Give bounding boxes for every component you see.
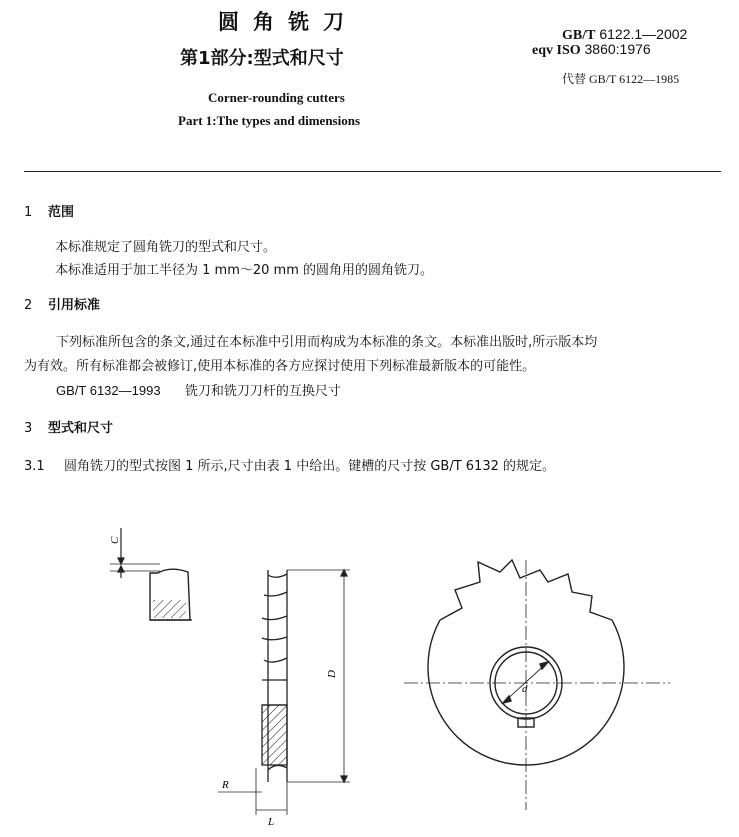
clause-3-1-number: 3.1 [24, 459, 45, 474]
page-title: 圆角铣刀 [218, 10, 358, 34]
scope-line-1: 本标准规定了圆角铣刀的型式和尺寸。 [55, 240, 277, 255]
references-paragraph-line-2: 为有效。所有标准都会被修订,使用本标准的各方应探讨使用下列标准最新版本的可能性。 [24, 359, 536, 374]
reference-entry [56, 380, 341, 399]
section-3-title: 型式和尺寸 [48, 421, 114, 436]
label-d-bore: d [522, 683, 528, 695]
section-3-number: 3 [24, 421, 33, 436]
detail-view-chamfer [110, 528, 192, 620]
standard-equivalent [532, 41, 651, 59]
section-1-heading [24, 201, 74, 220]
side-view [218, 570, 350, 815]
label-d-outer: D [326, 670, 338, 678]
reference-title: 铣刀和铣刀刀杆的互换尺寸 [184, 384, 341, 399]
reference-code: GB/T 6132—1993 [56, 383, 161, 398]
section-2-number: 2 [24, 298, 33, 313]
section-1-title: 范围 [48, 205, 75, 220]
standard-code-prefix: GB/T [562, 28, 596, 43]
label-c: C [109, 536, 121, 544]
section-2-title: 引用标准 [48, 298, 101, 313]
clause-3-1 [24, 455, 555, 474]
standard-code-number: 6122.1—2002 [599, 26, 688, 42]
page-subtitle: 第1部分:型式和尺寸 [180, 48, 344, 69]
clause-3-1-text: 圆角铣刀的型式按图 1 所示,尺寸由表 1 中给出。键槽的尺寸按 GB/T 6132 的规定。 [64, 459, 555, 474]
standard-equivalent-number: 3860:1976 [584, 41, 651, 57]
header-divider [24, 171, 721, 172]
page-title-english: Corner-rounding cutters [208, 90, 345, 105]
section-1-number: 1 [24, 205, 33, 220]
front-view [404, 560, 670, 810]
scope-line-2: 本标准适用于加工半径为 1 mm～20 mm 的圆角用的圆角铣刀。 [55, 263, 433, 278]
standard-replaces: 代替 GB/T 6122—1985 [562, 72, 680, 86]
section-3-heading [24, 417, 113, 436]
label-l: L [268, 816, 275, 828]
section-2-heading [24, 294, 100, 313]
label-r: R [222, 779, 229, 791]
figure-1-cutter-drawing [0, 500, 739, 837]
page-subtitle-english: Part 1:The types and dimensions [178, 113, 361, 128]
standard-equivalent-prefix: eqv ISO [532, 43, 581, 58]
references-paragraph-line-1: 下列标准所包含的条文,通过在本标准中引用而构成为本标准的条文。本标准出版时,所示版本均 [56, 335, 598, 350]
